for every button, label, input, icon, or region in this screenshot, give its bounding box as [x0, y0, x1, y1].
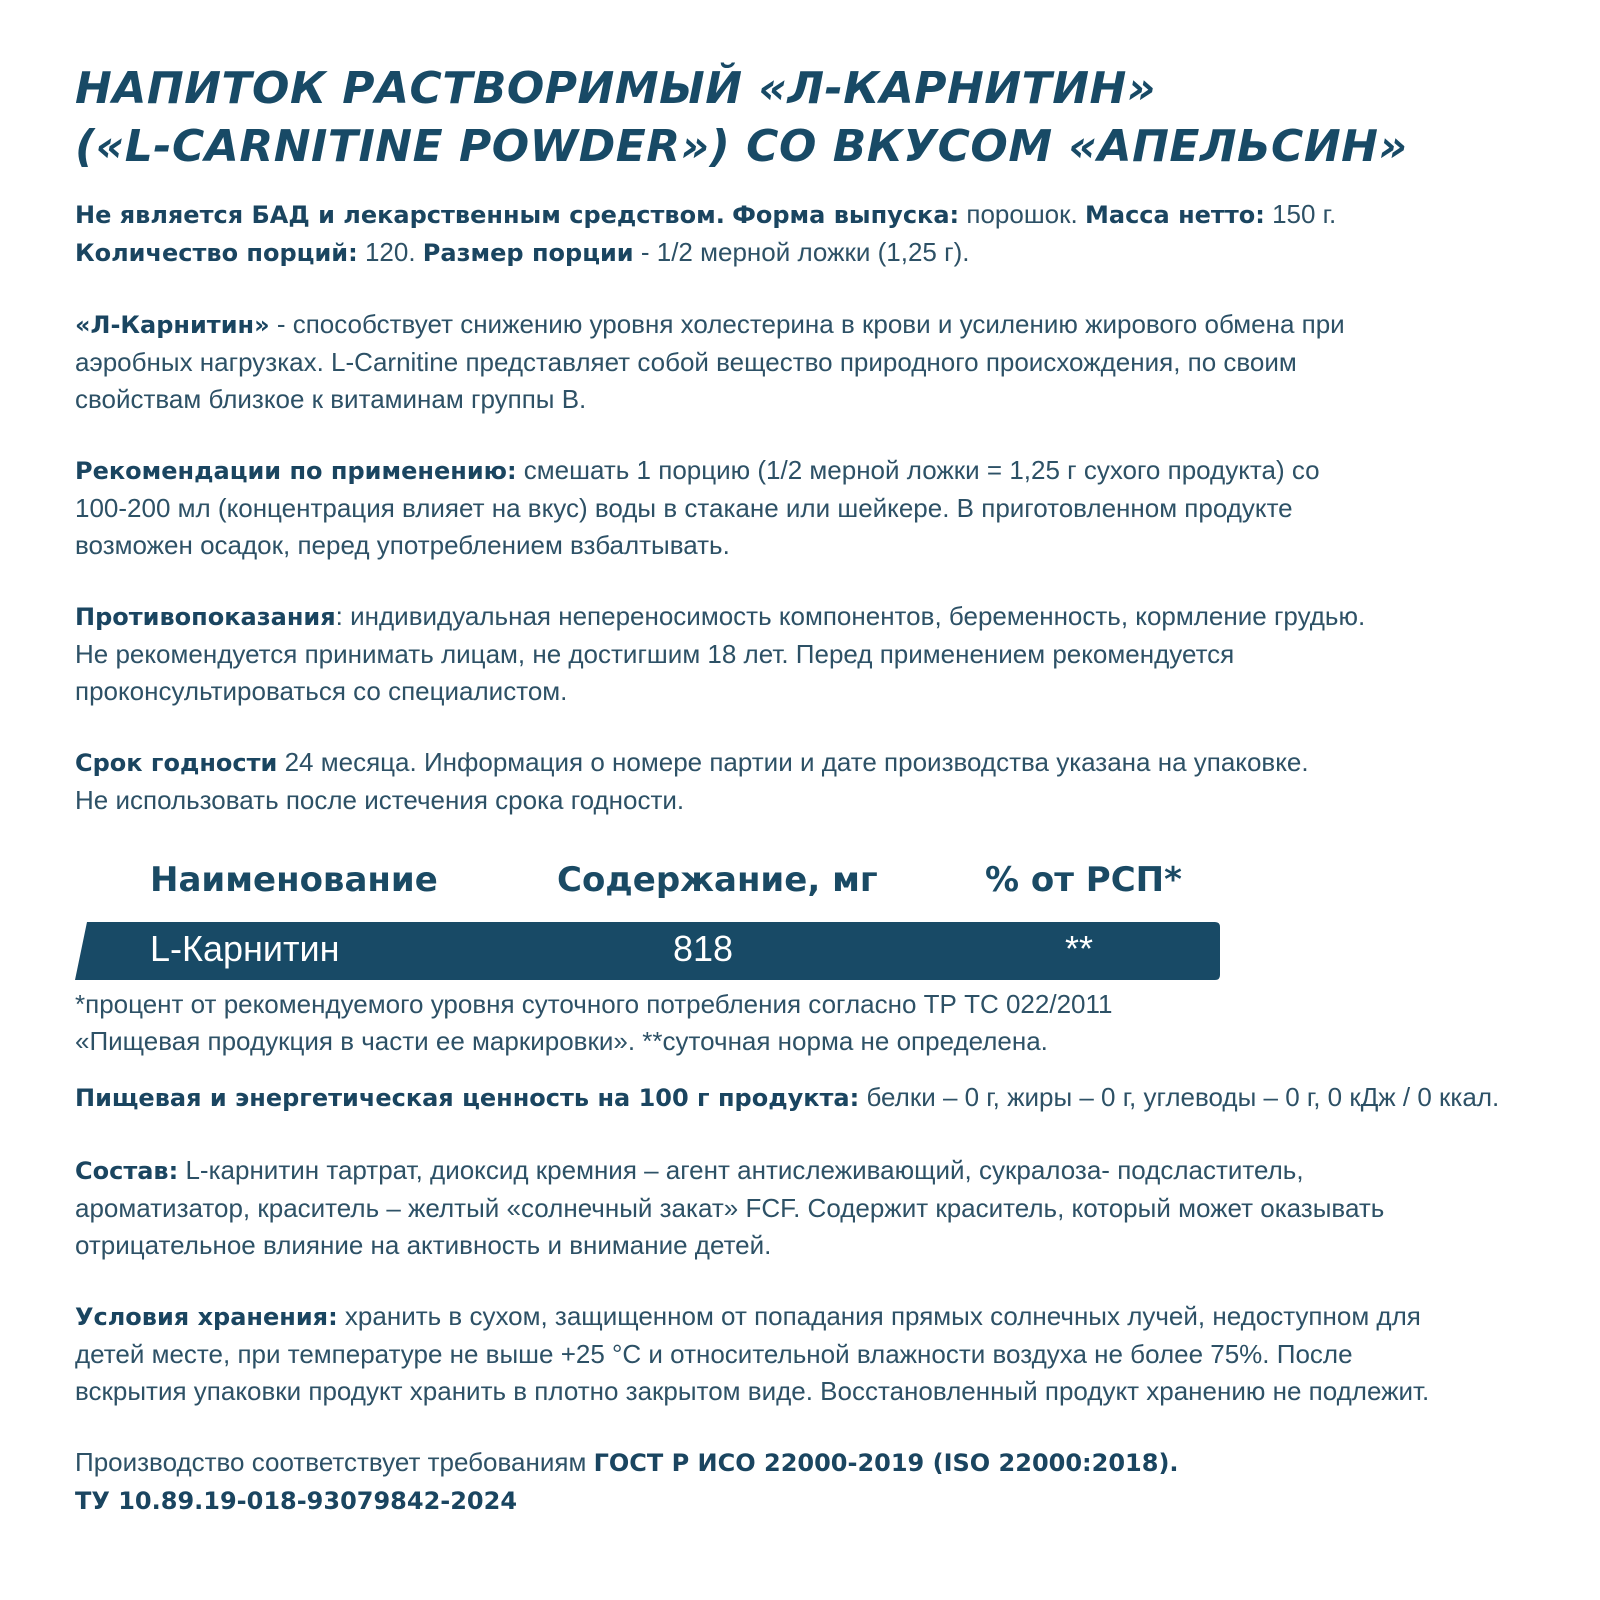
nutrition-label: Пищевая и энергетическая ценность на 100 г продукта: [75, 1084, 860, 1112]
intro-line-1 [75, 196, 1555, 234]
composition-line-1 [75, 1152, 1555, 1190]
title-line-1: НАПИТОК РАСТВОРИМЫЙ «Л-КАРНИТИН» [75, 63, 1156, 114]
storage-label: Условия хранения: [75, 1303, 338, 1331]
shelf-life-block [75, 744, 1555, 819]
header-rsp: % от РСП* [985, 860, 1182, 900]
table-row [75, 922, 1220, 980]
gost-standard: ГОСТ Р ИСО 22000-2019 (ISO 22000:2018). [593, 1449, 1179, 1477]
usage-text-1: смешать 1 порцию (1/2 мерной ложки = 1,25 г сухого продукта) со [523, 455, 1320, 485]
composition-line-3: отрицательное влияние на активность и внимание детей. [75, 1230, 772, 1260]
contraindications-block [75, 598, 1555, 710]
intro-line-2 [75, 234, 1555, 272]
production-line-1 [75, 1444, 1555, 1482]
contraindications-text-1: : индивидуальная непереносимость компонентов, беременность, кормление грудью. [335, 601, 1366, 631]
contraindications-line-1 [75, 598, 1555, 636]
product-title [75, 60, 1545, 176]
storage-text-1: хранить в сухом, защищенном от попадания прямых солнечных лучей, недоступном для [344, 1301, 1421, 1331]
shelf-life-line-1 [75, 744, 1555, 782]
intro-block [75, 196, 1555, 272]
shelf-life-text-1: 24 месяца. Информация о номере партии и дате производства указана на упаковке. [284, 747, 1309, 777]
row-name: L-Карнитин [150, 928, 340, 969]
nutrition-block [75, 1079, 1555, 1117]
serving-size-value: - 1/2 мерной ложки (1,25 г). [640, 237, 970, 267]
form-label: Форма выпуска: [732, 201, 960, 229]
storage-line-3: вскрытия упаковки продукт хранить в плотно закрытом виде. Восстановленный продукт хранению не подлежит. [75, 1376, 1430, 1406]
description-line-2: аэробных нагрузках. L-Carnitine представляет собой вещество природного происхождения, по своим [75, 347, 1297, 377]
description-line-3: свойствам близкое к витаминам группы В. [75, 384, 587, 414]
usage-line-2: 100-200 мл (концентрация влияет на вкус) воды в стакане или шейкере. В приготовленном продукте [75, 493, 1293, 523]
usage-block [75, 452, 1555, 564]
mass-value: 150 г. [1272, 199, 1337, 229]
contraindications-label: Противопоказания [75, 603, 336, 631]
storage-line-1 [75, 1298, 1555, 1336]
usage-label: Рекомендации по применению: [75, 457, 517, 485]
shelf-life-label: Срок годности [75, 749, 278, 777]
contraindications-line-3: проконсультироваться со специалистом. [75, 676, 568, 706]
header-amount: Содержание, мг [557, 860, 878, 900]
form-value: порошок. [966, 199, 1078, 229]
contraindications-line-2: Не рекомендуется принимать лицам, не достигшим 18 лет. Перед применением рекомендуется [75, 639, 1235, 669]
storage-line-2: детей месте, при температуре не выше +25 °C и относительной влажности воздуха не более 75%. После [75, 1339, 1353, 1369]
serving-size-label: Размер порции [422, 239, 634, 267]
composition-line-2: ароматизатор, краситель – желтый «солнечный закат» FCF. Содержит краситель, который может оказывать [75, 1193, 1385, 1223]
tu-standard: ТУ 10.89.19-018-93079842-2024 [75, 1487, 518, 1515]
footnote-block [75, 986, 1555, 1060]
shelf-life-line-2: Не использовать после истечения срока годности. [75, 785, 685, 815]
production-block [75, 1444, 1555, 1520]
usage-line-3: возможен осадок, перед употреблением взбалтывать. [75, 530, 730, 560]
description-label: «Л-Карнитин» [75, 311, 270, 339]
title-line-2: («L-CARNITINE POWDER») СО ВКУСОМ «АПЕЛЬСИН» [75, 121, 1408, 172]
composition-text-1: L-карнитин тартрат, диоксид кремния – агент антислеживающий, сукралоза- подсластитель, [185, 1155, 1304, 1185]
composition-block [75, 1152, 1555, 1264]
composition-label: Состав: [75, 1157, 179, 1185]
mass-label: Масса нетто: [1084, 201, 1265, 229]
storage-block [75, 1298, 1555, 1410]
usage-line-1 [75, 452, 1555, 490]
nutrition-value: белки – 0 г, жиры – 0 г, углеводы – 0 г, 0 кДж / 0 ккал. [866, 1082, 1500, 1112]
row-amount: 818 [673, 928, 734, 969]
nutrition-line [75, 1079, 1555, 1117]
servings-label: Количество порций: [75, 239, 358, 267]
servings-value: 120. [364, 237, 416, 267]
row-rsp: ** [1065, 928, 1094, 969]
description-block [75, 306, 1555, 418]
footnote-line-1: *процент от рекомендуемого уровня суточного потребления согласно ТР ТС 022/2011 [75, 989, 1113, 1019]
table-header [75, 860, 1215, 910]
header-name: Наименование [150, 860, 438, 900]
not-supplement-text: Не является БАД и лекарственным средством. [75, 201, 725, 229]
description-text-1: - способствует снижению уровня холестерина в крови и усилению жирового обмена при [276, 309, 1345, 339]
footnote-line-2: «Пищевая продукция в части ее маркировки». **суточная норма не определена. [75, 1026, 1048, 1056]
production-line-2 [75, 1482, 1555, 1520]
production-text: Производство соответствует требованиям [75, 1447, 587, 1477]
description-line-1 [75, 306, 1555, 344]
